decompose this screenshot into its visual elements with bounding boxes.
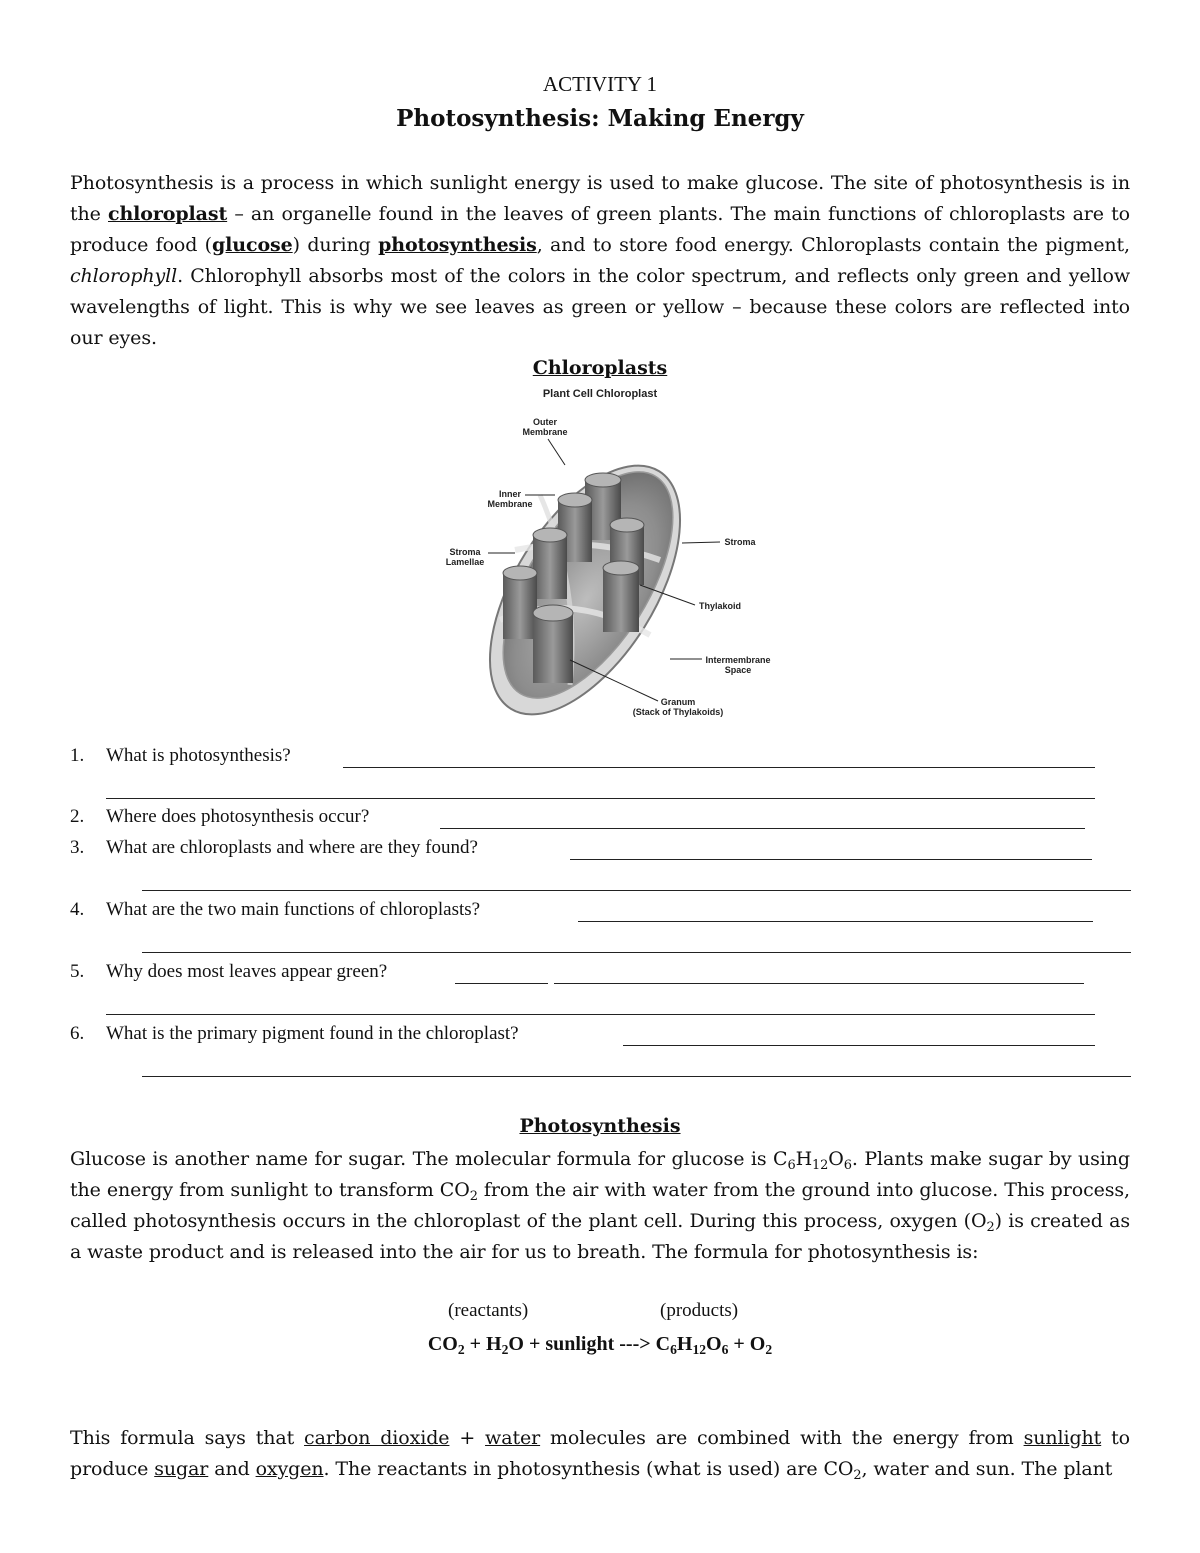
exp-text-3: molecules are combined with the energy from [540, 1427, 1024, 1449]
question-text: What is the primary pigment found in the chloroplast? [106, 1023, 519, 1044]
eq-part: O [706, 1333, 722, 1355]
products-label: (products) [660, 1300, 739, 1321]
term-photosynthesis: photosynthesis [378, 234, 537, 256]
label-stroma-lamellae: Stroma [449, 547, 481, 557]
label-stroma-lamellae-2: Lamellae [445, 557, 485, 567]
chloroplasts-heading: Chloroplasts [532, 357, 668, 379]
diagram-title: Plant Cell Chloroplast [542, 388, 658, 400]
intro-text-5: . Chlorophyll absorbs most of the colors in the color spectrum, and reflects only green and yellow wavelengths of light. This is why we see leaves as green or yellow – because these colors are reflected into our eyes. [70, 265, 1130, 349]
label-intermembrane: Intermembrane [705, 655, 771, 665]
subscript: 2 [853, 1467, 862, 1483]
answer-line-1a[interactable] [343, 767, 1095, 768]
answer-line-6b[interactable] [142, 1076, 1131, 1077]
answer-line-5b[interactable] [554, 983, 1084, 984]
exp-text-5: and [208, 1458, 256, 1480]
intro-paragraph [70, 168, 1130, 354]
intro-text-2: – an organelle found in the leaves of green plants. The main functions of chloroplasts are to produce food ( [70, 203, 1130, 256]
label-inner: Inner [498, 489, 522, 499]
subscript: 2 [765, 1342, 773, 1358]
label-thylakoid: Thylakoid [698, 601, 742, 611]
answer-line-1b[interactable] [106, 798, 1095, 799]
eq-part: + O [728, 1333, 766, 1355]
label-intermembrane-2: Space [724, 665, 752, 675]
chloroplast-diagram [420, 385, 780, 735]
eq-part: O + sunlight ---> C [508, 1333, 671, 1355]
label-outer-2: Membrane [522, 427, 568, 437]
label-outer: Outer [532, 417, 558, 427]
question-number: 3. [70, 837, 85, 858]
term-chloroplast: chloroplast [108, 203, 228, 225]
photosynthesis-paragraph [70, 1144, 1130, 1268]
label-inner-2: Membrane [487, 499, 533, 509]
term-water: water [485, 1427, 541, 1449]
question-number: 1. [70, 745, 85, 766]
element-o: O [828, 1148, 844, 1170]
subscript: 2 [457, 1342, 465, 1358]
eq-part: H [676, 1333, 693, 1355]
answer-line-2[interactable] [440, 828, 1085, 829]
label-stroma: Stroma [724, 537, 756, 547]
page-title: Photosynthesis: Making Energy [396, 105, 804, 132]
question-text: What are the two main functions of chloroplasts? [106, 899, 481, 920]
answer-line-4b[interactable] [142, 952, 1131, 953]
photo-text-2: . Plants make sugar by using the energy from sunlight to transform CO [70, 1148, 1130, 1201]
photo-text-1: Glucose is another name for sugar. The molecular formula for glucose is C [70, 1148, 788, 1170]
eq-part: CO [427, 1333, 458, 1355]
exp-text-4: to produce [70, 1427, 1130, 1480]
exp-text-1: This formula says that [70, 1427, 305, 1449]
question-text: Why does most leaves appear green? [106, 961, 388, 982]
exp-text-6: . The reactants in photosynthesis (what is used) are CO [323, 1458, 854, 1480]
term-sunlight: sunlight [1023, 1427, 1102, 1449]
photo-text-3: from the air with water from the ground into glucose. This process, called photosynthesis occurs in the chloroplast of the plant cell. During this process, oxygen (O [70, 1179, 1130, 1232]
subscript: 6 [787, 1157, 796, 1173]
photosynthesis-equation [0, 1333, 1200, 1356]
eq-part: + H [464, 1333, 502, 1355]
photo-text-4: ) is created as a waste product and is released into the air for us to breath. The formula for photosynthesis is: [70, 1210, 1131, 1263]
exp-text-2: + [449, 1427, 486, 1449]
subscript: 2 [986, 1219, 995, 1235]
question-number: 2. [70, 806, 85, 827]
question-text: Where does photosynthesis occur? [106, 806, 370, 827]
reactants-label: (reactants) [448, 1300, 529, 1321]
intro-text-1: Photosynthesis is a process in which sunlight energy is used to make glucose. The site of photosynthesis is in the [70, 172, 1130, 225]
subscript: 2 [501, 1342, 509, 1358]
question-number: 6. [70, 1023, 85, 1044]
question-text: What is photosynthesis? [106, 745, 291, 766]
explanation-paragraph [70, 1423, 1130, 1485]
term-sugar: sugar [154, 1458, 209, 1480]
answer-line-4a[interactable] [578, 921, 1093, 922]
photosynthesis-heading: Photosynthesis [519, 1115, 681, 1137]
intro-text-4: , and to store food energy. Chloroplasts contain the pigment, [536, 234, 1130, 256]
intro-text-3: ) during [292, 234, 379, 256]
term-glucose: glucose [212, 234, 293, 256]
term-oxygen: oxygen [255, 1458, 324, 1480]
subscript: 12 [692, 1342, 707, 1358]
question-number: 5. [70, 961, 85, 982]
answer-line-3b[interactable] [142, 890, 1131, 891]
answer-line-6a[interactable] [623, 1045, 1095, 1046]
subscript: 2 [469, 1188, 478, 1204]
subscript: 6 [721, 1342, 729, 1358]
subscript: 6 [843, 1157, 852, 1173]
question-number: 4. [70, 899, 85, 920]
label-granum-2: (Stack of Thylakoids) [632, 707, 724, 717]
subscript: 12 [812, 1157, 829, 1173]
question-text: What are chloroplasts and where are they found? [106, 837, 478, 858]
label-granum: Granum [660, 697, 696, 707]
activity-label: ACTIVITY 1 [542, 72, 658, 96]
subscript: 6 [670, 1342, 677, 1358]
answer-line-5a[interactable] [455, 983, 548, 984]
exp-text-7: , water and sun. The plant [861, 1458, 1113, 1480]
element-h: H [795, 1148, 813, 1170]
answer-line-3a[interactable] [570, 859, 1092, 860]
term-carbon-dioxide: carbon dioxide [304, 1427, 450, 1449]
answer-line-5c[interactable] [106, 1014, 1095, 1015]
term-chlorophyll: chlorophyll [70, 265, 178, 287]
